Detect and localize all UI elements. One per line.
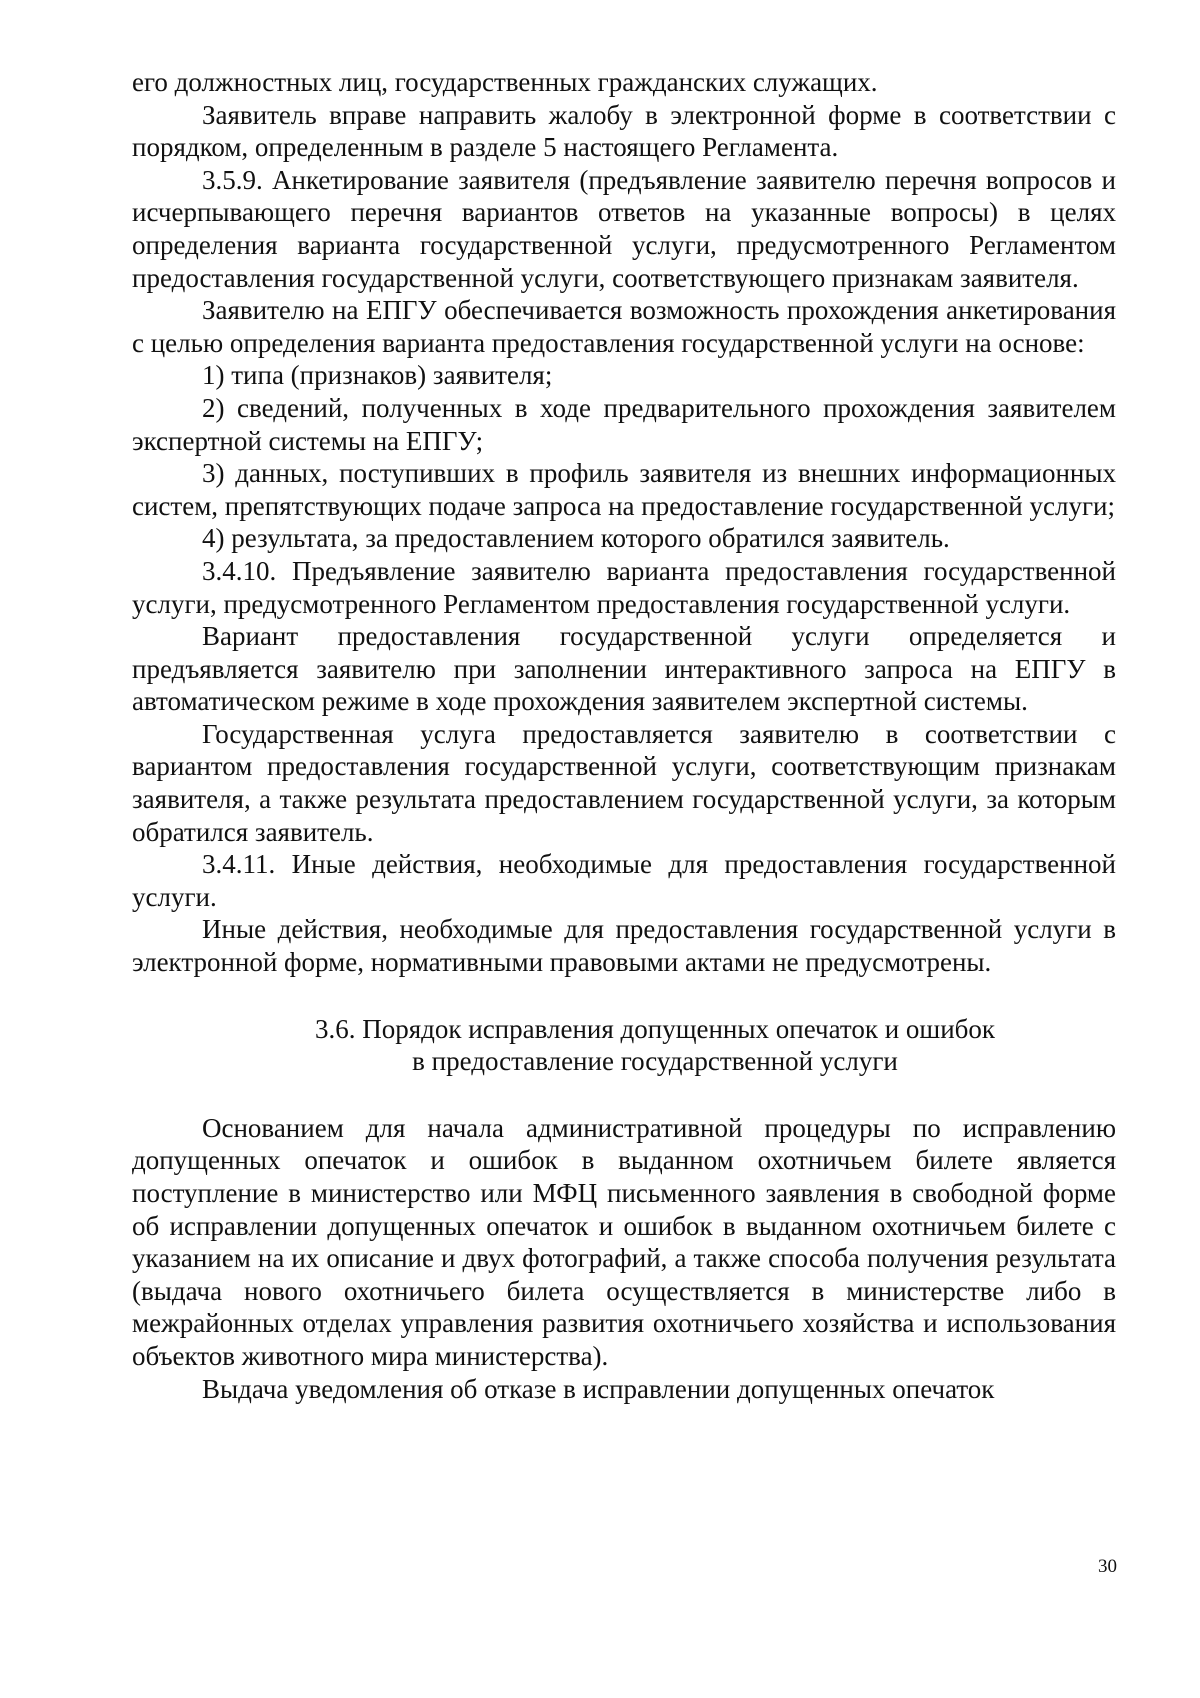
paragraph: Основанием для начала административной процедуры по исправлению допущенных опечаток и ошибок в выданном охотничьем билете является поступление в министерство или МФЦ письменного заявления в свободной форме об исправлении допущенных опечаток и ошибок в выданном охотничьем билете с указанием на их описание и двух фотографий, а также способа получения результата (выдача нового охотничьего билета осуществляется в министерстве либо в межрайонных отделах управления развития охотничьего хозяйства и использования объектов животного мира министерства). (132, 1112, 1116, 1371)
list-item: 2) сведений, полученных в ходе предварительного прохождения заявителем экспертной системы на ЕПГУ; (132, 392, 1116, 456)
paragraph: 3.4.11. Иные действия, необходимые для предоставления государственной услуги. (132, 849, 1116, 912)
list-item: 4) результата, за предоставлением которого обратился заявитель. (202, 523, 950, 554)
paragraph: Государственная услуга предоставляется заявителю в соответствии с вариантом предоставления государственной услуги, соответствующим признакам заявителя, а также результата предоставлением государственной услуги, за которым обратился заявитель. (132, 718, 1116, 847)
paragraph: Вариант предоставления государственной услуги определяется и предъявляется заявителю при заполнении интерактивного запроса на ЕПГУ в автоматическом режиме в ходе прохождения заявителем экспертной системы. (132, 621, 1116, 717)
body-text-bottom (132, 1112, 1116, 1405)
document-page (132, 66, 1116, 1405)
section-heading (132, 1013, 1116, 1078)
body-text-top (132, 66, 1116, 979)
paragraph: Заявителю на ЕПГУ обеспечивается возможность прохождения анкетирования с целью определения варианта предоставления государственной услуги на основе: (132, 295, 1116, 358)
paragraph: Иные действия, необходимые для предоставления государственной услуги в электронной форме, нормативными правовыми актами не предусмотрены. (132, 914, 1116, 978)
list-item: 1) типа (признаков) заявителя; (202, 360, 553, 391)
paragraph: Выдача уведомления об отказе в исправлении допущенных опечаток (202, 1373, 995, 1404)
paragraph: 3.4.10. Предъявление заявителю варианта предоставления государственной услуги, предусмотренного Регламентом предоставления государственной услуги. (132, 555, 1116, 619)
section-heading-line-2: в предоставление государственной услуги (412, 1046, 898, 1077)
section-heading-line-1: 3.6. Порядок исправления допущенных опечаток и ошибок (314, 1013, 996, 1044)
page-number: 30 (1098, 1556, 1117, 1577)
list-item: 3) данных, поступивших в профиль заявителя из внешних информационных систем, препятствующих подаче запроса на предоставление государственной услуги; (132, 458, 1116, 521)
paragraph: его должностных лиц, государственных гражданских служащих. (132, 67, 878, 97)
paragraph: 3.5.9. Анкетирование заявителя (предъявление заявителю перечня вопросов и исчерпывающего перечня вариантов ответов на указанные вопросы) в целях определения варианта государственной услуги, предусмотренного Регламентом предоставления государственной услуги, соответствующего признакам заявителя. (132, 164, 1116, 293)
paragraph: Заявитель вправе направить жалобу в электронной форме в соответствии с порядком, определенным в разделе 5 настоящего Регламента. (132, 99, 1116, 163)
